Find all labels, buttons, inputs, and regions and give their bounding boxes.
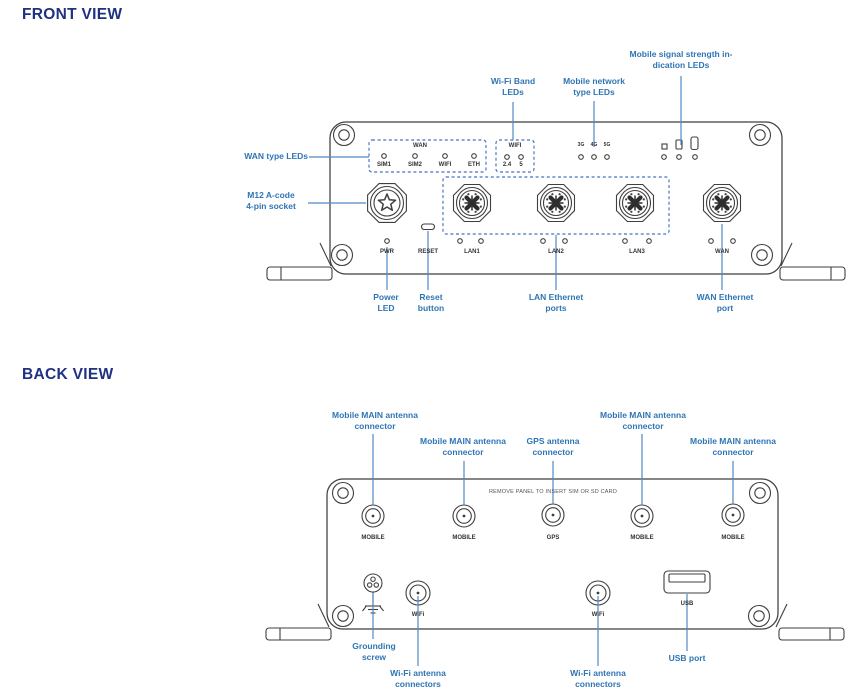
led-label-sim1: SIM1: [376, 162, 392, 168]
callout-mobile-main-3: Mobile MAIN antenna connector: [600, 410, 686, 431]
led-label-4g: 4G: [590, 142, 598, 148]
callout-gps-antenna: GPS antenna connector: [526, 436, 580, 457]
callout-wifi-band-leds: Wi-Fi Band LEDs: [490, 76, 536, 97]
port-label-usb: USB: [680, 601, 694, 607]
port-label-pwr: PWR: [380, 249, 394, 255]
led-label-3g: 3G: [577, 142, 585, 148]
back-panel-drawing: [0, 348, 847, 695]
wan-port: [704, 185, 741, 222]
lan3-port: [617, 185, 654, 222]
port-label-reset: RESET: [417, 249, 439, 255]
lan2-port: [538, 185, 575, 222]
port-label-mobile: MOBILE: [452, 535, 476, 541]
lan1-port: [454, 185, 491, 222]
port-label-wifi: WiFi: [591, 612, 605, 618]
callout-mobile-main-4: Mobile MAIN antenna connector: [690, 436, 776, 457]
callout-power-led: Power LED: [373, 292, 399, 313]
mobile-antenna-connector: [453, 505, 475, 527]
mobile-antenna-connector: [362, 505, 384, 527]
sim-panel-notice: REMOVE PANEL TO INSERT SIM OR SD CARD: [488, 489, 618, 495]
callout-wifi-connectors-2: Wi-Fi antenna connectors: [570, 668, 626, 689]
callout-signal-leds: Mobile signal strength in- dication LEDs: [629, 49, 733, 70]
port-label-lan3: LAN3: [629, 249, 645, 255]
wan-group-title: WAN: [413, 143, 427, 149]
port-label-mobile: MOBILE: [361, 535, 385, 541]
led-label-5g: 5G: [603, 142, 611, 148]
wifi-group-title: WIFI: [508, 143, 522, 149]
callout-mobile-main-2: Mobile MAIN antenna connector: [420, 436, 506, 457]
led-label-24: 2.4: [502, 162, 512, 168]
port-label-mobile: MOBILE: [721, 535, 745, 541]
back-mounting-flange-left: [266, 604, 331, 640]
port-label-lan2: LAN2: [548, 249, 564, 255]
back-view-title: BACK VIEW: [22, 366, 114, 383]
led-label-5: 5: [519, 162, 523, 168]
front-mounting-flange-right: [780, 243, 845, 280]
gps-antenna-connector: [542, 504, 564, 526]
port-label-lan1: LAN1: [464, 249, 480, 255]
callout-grounding-screw: Grounding screw: [352, 641, 396, 662]
callout-usb-port: USB port: [668, 653, 706, 663]
callout-wan-port: WAN Ethernet port: [696, 292, 754, 313]
callout-lan-ports: LAN Ethernet ports: [528, 292, 584, 313]
callout-wan-type-leds: WAN type LEDs: [244, 151, 308, 161]
led-label-eth: ETH: [468, 162, 480, 168]
port-label-gps: GPS: [546, 535, 560, 541]
led-label-sim2: SIM2: [407, 162, 423, 168]
back-mounting-flange-right: [776, 604, 844, 640]
led-label-wifi: WIFI: [438, 162, 452, 168]
mobile-antenna-connector: [631, 505, 653, 527]
callout-wifi-connectors-1: Wi-Fi antenna connectors: [390, 668, 446, 689]
port-label-wan: WAN: [715, 249, 729, 255]
callout-m12-socket: M12 A-code 4-pin socket: [246, 190, 296, 211]
callout-reset-button: Reset button: [417, 292, 445, 313]
port-label-mobile: MOBILE: [630, 535, 654, 541]
port-label-wifi: WiFi: [411, 612, 425, 618]
mobile-antenna-connector: [722, 504, 744, 526]
callout-mobile-main-1: Mobile MAIN antenna connector: [332, 410, 418, 431]
front-mounting-flange-left: [267, 243, 332, 280]
front-view-title: FRONT VIEW: [22, 6, 123, 23]
callout-mobile-network-leds: Mobile network type LEDs: [563, 76, 625, 97]
